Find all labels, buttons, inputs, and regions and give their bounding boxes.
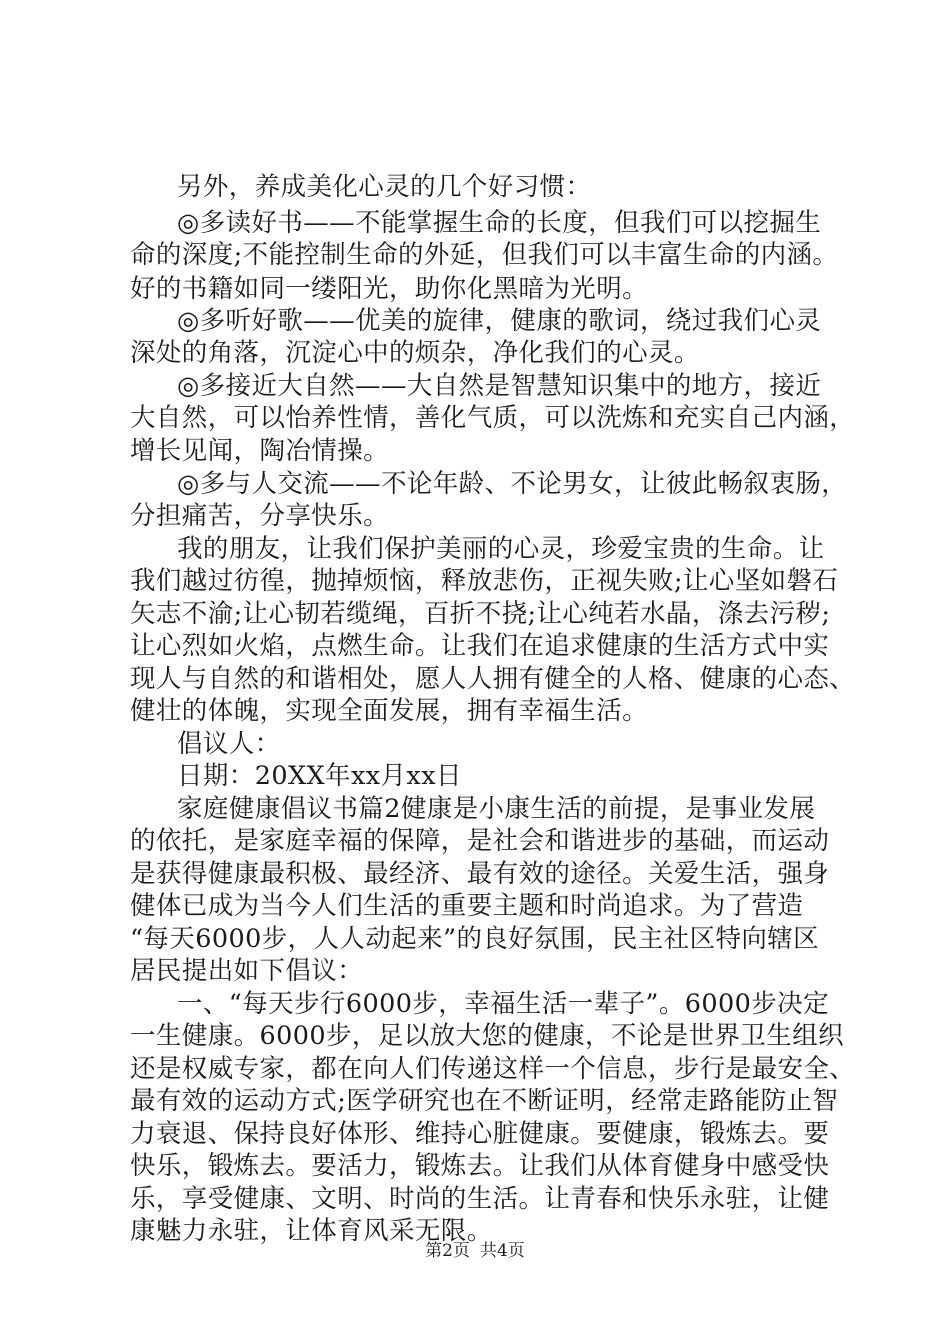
paragraph-line: 增长见闻，陶冶情操。: [130, 436, 390, 466]
paragraph-line: 健壮的体魄，实现全面发展，拥有幸福生活。: [130, 696, 649, 726]
paragraph-line: 力衰退、保持良好体形、维持心脏健康。要健康，锻炼去。要: [130, 1119, 830, 1149]
paragraph-line: ◎多听好歌——优美的旋律，健康的歌词，绕过我们心灵: [177, 306, 822, 336]
paragraph-line: 的依托，是家庭幸福的保障，是社会和谐进步的基础，而运动: [130, 826, 830, 856]
paragraph-line: 一、“每天步行6000步，幸福生活一辈子”。6000步决定: [177, 989, 829, 1019]
page-total: 共4页: [480, 1241, 525, 1261]
paragraph-line: 好的书籍如同一缕阳光，助你化黑暗为光明。: [130, 274, 649, 304]
paragraph-line: 另外，养成美化心灵的几个好习惯：: [177, 172, 592, 202]
paragraph-line: 家庭健康倡议书篇2健康是小康生活的前提，是事业发展: [177, 794, 816, 824]
paragraph-line: “每天6000步，人人动起来”的良好氛围，民主社区特向辖区: [130, 924, 820, 954]
paragraph-line: ◎多接近大自然——大自然是智慧知识集中的地方，接近: [177, 371, 822, 401]
paragraph-line: 深处的角落，沉淀心中的烦杂，净化我们的心灵。: [130, 338, 700, 368]
paragraph-line: 让心烈如火焰，点燃生命。让我们在追求健康的生活方式中实: [130, 631, 830, 661]
paragraph-line: 康魅力永驻，让体育风采无限。: [130, 1216, 493, 1246]
page-number: 第2页: [425, 1241, 470, 1261]
paragraph-line: 最有效的运动方式;医学研究也在不断证明，经常走路能防止智: [130, 1086, 839, 1116]
paragraph-line: 快乐，锻炼去。要活力，锻炼去。让我们从体育健身中感受快: [130, 1151, 830, 1181]
paragraph-line: 乐，享受健康、文明、时尚的生活。让青春和快乐永驻，让健: [130, 1184, 830, 1214]
paragraph-line: 健体已成为当今人们生活的重要主题和时尚追求。为了营造: [130, 891, 804, 921]
paragraph-line: 命的深度;不能控制生命的外延，但我们可以丰富生命的内涵。: [130, 240, 839, 270]
paragraph-line: 大自然，可以怡养性情，善化气质，可以洗炼和充实自己内涵，: [130, 403, 856, 433]
paragraph-line: 矢志不渝;让心韧若缆绳，百折不挠;让心纯若水晶，涤去污秽;: [130, 599, 831, 629]
paragraph-line: 居民提出如下倡议：: [130, 956, 364, 986]
signatory-label: 倡议人：: [177, 729, 281, 759]
page-footer: [0, 1240, 950, 1262]
paragraph-line: 一生健康。6000步，足以放大您的健康，不论是世界卫生组织: [130, 1021, 844, 1051]
paragraph-line: 是获得健康最积极、最经济、最有效的途径。关爱生活，强身: [130, 859, 830, 889]
paragraph-line: 我们越过彷徨，抛掉烦恼，释放悲伤，正视失败;让心坚如磐石: [130, 566, 839, 596]
paragraph-line: 我的朋友，让我们保护美丽的心灵，珍爱宝贵的生命。让: [177, 534, 825, 564]
date-line: 日期：20XX年xx月xx日: [177, 761, 462, 791]
paragraph-line: 分担痛苦，分享快乐。: [130, 501, 390, 531]
paragraph-line: ◎多读好书——不能掌握生命的长度，但我们可以挖掘生: [177, 208, 822, 238]
paragraph-line: 现人与自然的和谐相处，愿人人拥有健全的人格、健康的心态、: [130, 664, 856, 694]
paragraph-line: 还是权威专家，都在向人们传递这样一个信息，步行是最安全、: [130, 1054, 856, 1084]
paragraph-line: ◎多与人交流——不论年龄、不论男女，让彼此畅叙衷肠，: [177, 469, 848, 499]
